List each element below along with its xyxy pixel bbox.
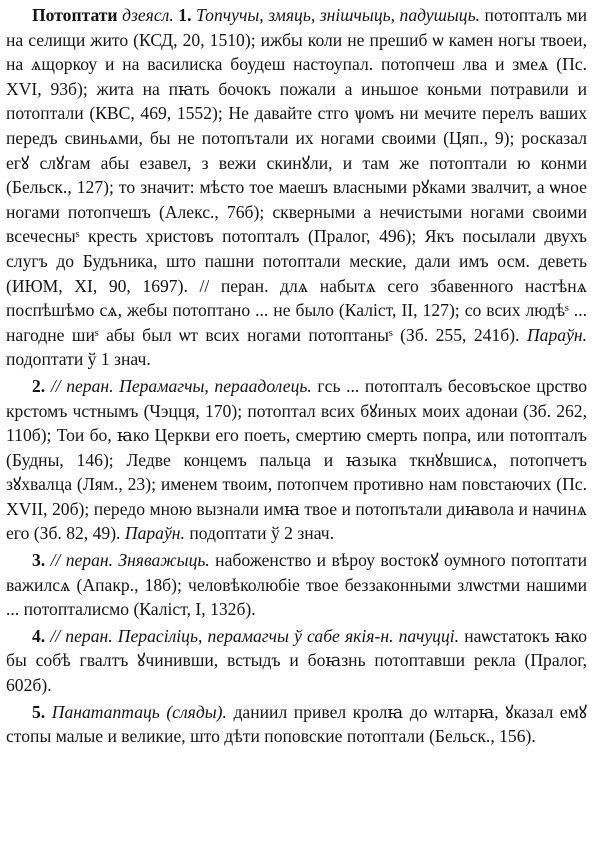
sense-4-paragraph [6, 624, 587, 698]
sense-3-paragraph [6, 548, 587, 622]
sense-number: 1. [178, 5, 192, 25]
compare-label: Параўн. [526, 324, 588, 345]
sense-gloss: Топчучы, змяць, знішчыць, падушыць. [196, 5, 481, 25]
sense-citations: наѡстатокъ ꙗко бы собѣ гвалтъ ꙋчинивши, встыдъ и боꙗзнь потоптавши рекла (Пралог, 602б). [6, 625, 588, 696]
entry-sense-1 [6, 3, 587, 372]
sense-1-paragraph [6, 3, 587, 372]
sense-citations: гсь ... потопталъ бесовъское црство крстомъ чстнымъ (Чэцця, 170); потоптал всих бꙋиных моих адонаи (Зб. 262, 110б); Тои бо, ꙗко Церкви его поеть, смертию смерть попра, или потопталъ (Будны, 146); Ледве концемъ пальца и ꙗзыка ткнꙋвшисѧ, потопчетъ зꙋхвалца (Лям., 23); именем твоим, потопчем противно нам повстаючих (Пс. XVII, 20б); передо мною вызнали имꙗ твое и потопътали диꙗвола и начинѧ его (Зб. 82, 49). [6, 375, 587, 544]
sense-2-paragraph [6, 374, 587, 546]
compare-label: Параўн. [124, 523, 185, 544]
entry-sense-5 [6, 700, 587, 749]
compare-reference: подоптати ў 2 знач. [189, 523, 335, 544]
entry-sense-3 [6, 548, 587, 622]
compare-reference: подоптати ў 1 знач. [6, 349, 151, 370]
sense-citations: даниил привел кролꙗ до ѡлтарꙗ, ꙋказал емꙋ стопы малые и великие, што дѣти поповские потоптали (Бельск., 156). [6, 701, 587, 747]
sense-number: 4. [32, 625, 46, 646]
sense-gloss: Панатаптаць (сляды). [51, 701, 227, 722]
part-of-speech: дзеясл. [122, 5, 174, 25]
entry-sense-4 [6, 624, 587, 698]
entry-sense-2 [6, 374, 587, 546]
sense-number: 3. [32, 550, 46, 571]
sense-gloss: // перан. Зняважыць. [50, 550, 210, 571]
sense-citations: потопталъ ми на селищи жито (КСД, 20, 1510); ижбы коли не прешиб ѡ камен ногы твоеи, на ѧщоркоу и на василиска боудеш настоупал. потопчеш лва и змеѧ (Пс. XVI, 93б); жита на пꙗть бочокъ пожали а иньшое коньми потравили и потоптали (КВС, 469, 1552); Не давайте стго ѱомъ ни мечите перелъ ваших передъ свиньѧми, бы не потопътали их ногами своими (Цяп., 9); росказал егꙋ слꙋгам абы езавел, з вежи скинꙋли, и там же потоптали ю конми (Бельск., 127); то значит: мѣсто тое маешъ власными рꙋками звалчит, а ѡное ногами потопчешъ (Алекс., 76б); скверными а нечистыми ногами своими всечесныˢ кресть христовъ потопталъ (Пралог, 496); Якъ посылали двухъ слугъ до Будъника, што пашни потоптали меские, дали имъ осм. деветь (ИЮМ, XI, 90, 1697). // перан. длѧ набытѧ сего збавенного настѣнѧ поспѣшѣмо сѧ, жебы потоптано ... не было (Каліст, II, 127); со всих людѣˢ ... нагодне шиˢ абы был ѡт всих ногами потоптаныˢ (Зб. 255, 241б). [6, 5, 588, 345]
sense-gloss: // перан. Перамагчы, пераадолець. [50, 375, 312, 396]
sense-number: 2. [32, 375, 46, 396]
sense-number: 5. [32, 701, 46, 722]
sense-gloss: // перан. Перасіліць, перамагчы ў сабе якія-н. пачуцці. [50, 625, 460, 646]
headword: Потоптати [32, 5, 118, 25]
sense-citations: набоженство и вѣроу востокꙋ оумного потоптати важилсѧ (Апакр., 18б); человѣколюбіе твое беззаконными злѡстми нашими ... потопталисмо (Каліст, I, 132б). [6, 550, 587, 620]
sense-5-paragraph [6, 700, 587, 749]
